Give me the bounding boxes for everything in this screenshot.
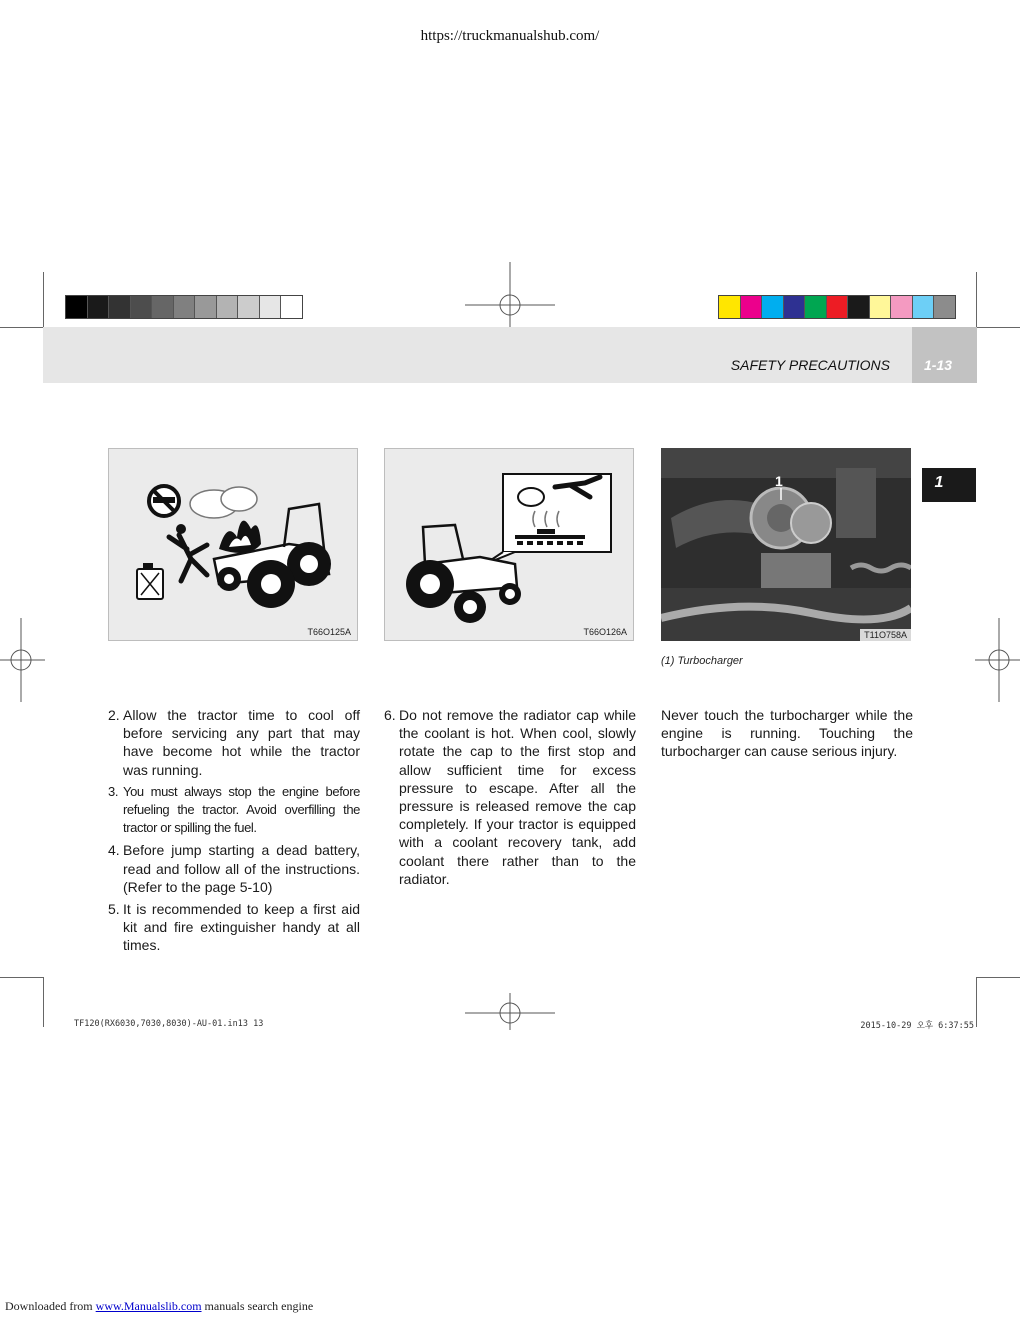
color-swatch — [719, 296, 741, 318]
process-color-bar — [718, 295, 956, 319]
color-swatch — [934, 296, 955, 318]
color-swatch — [870, 296, 892, 318]
chapter-number: 1 — [934, 474, 944, 491]
color-swatch — [827, 296, 849, 318]
color-swatch — [174, 296, 196, 318]
item-number: 4. — [108, 842, 120, 859]
footer-timestamp: 2015-10-29 오후 6:37:55 — [860, 1021, 974, 1031]
right-column — [661, 706, 913, 761]
list-item — [384, 706, 636, 888]
figure-turbocharger-photo — [661, 448, 911, 641]
figure-code: T66O126A — [583, 627, 627, 637]
color-swatch — [281, 296, 302, 318]
item-number: 6. — [384, 707, 396, 723]
color-swatch — [848, 296, 870, 318]
radiator-cap-illustration — [385, 449, 633, 640]
color-swatch — [784, 296, 806, 318]
item-text: It is recommended to keep a first aid kit and fire extinguisher handy at all times. — [123, 901, 360, 954]
color-swatch — [741, 296, 763, 318]
color-swatch — [195, 296, 217, 318]
color-swatch — [913, 296, 935, 318]
manualslib-link[interactable]: www.Manualslib.com — [95, 1299, 202, 1313]
callout-number: 1 — [775, 473, 783, 489]
footer-file-info: TF120(RX6030,7030,8030)-AU-01.in13 13 — [74, 1019, 264, 1029]
list-item — [108, 841, 360, 896]
figure-code: T66O125A — [307, 627, 351, 637]
left-column — [108, 706, 360, 959]
grayscale-color-bar — [65, 295, 303, 319]
page-number: 1-13 — [923, 357, 953, 373]
color-swatch — [152, 296, 174, 318]
figure-fire-hazard — [108, 448, 358, 641]
color-swatch — [109, 296, 131, 318]
item-text: You must always stop the engine before refueling the tractor. Avoid overfilling the tractor or spilling the fuel. — [123, 783, 360, 836]
item-number: 3. — [108, 783, 119, 799]
turbocharger-photo — [661, 448, 911, 641]
fire-hazard-illustration — [109, 449, 357, 640]
item-text: Do not remove the radiator cap while the coolant is hot. When cool, slowly rotate the cap to the first stop and allow sufficient time for excess pressure to escape. After all the pressure is released remove the cap completely. If your tractor is equipped with a coolant recovery tank, add coolant there rather than to the radiator. — [399, 707, 636, 887]
source-url[interactable]: https://truckmanualshub.com/ — [420, 28, 600, 44]
download-prefix: Downloaded from — [5, 1299, 96, 1313]
color-swatch — [131, 296, 153, 318]
figure-code: T11O758A — [860, 629, 911, 641]
color-swatch — [762, 296, 784, 318]
list-item — [108, 706, 360, 779]
figure-caption: (1) Turbocharger — [661, 655, 743, 667]
warning-paragraph: Never touch the turbocharger while the engine is running. Touching the turbocharger can cause serious injury. — [661, 707, 913, 760]
list-item — [108, 900, 360, 955]
color-swatch — [238, 296, 260, 318]
item-text: Before jump starting a dead battery, read and follow all of the instructions. (Refer to the page 5-10) — [123, 842, 360, 895]
header-band — [43, 327, 977, 383]
color-swatch — [891, 296, 913, 318]
page-number-tab — [912, 327, 977, 383]
item-number: 2. — [108, 707, 120, 723]
middle-column — [384, 706, 636, 892]
color-swatch — [260, 296, 282, 318]
list-item — [108, 783, 360, 838]
color-swatch — [805, 296, 827, 318]
section-title: SAFETY PRECAUTIONS — [730, 357, 890, 373]
color-swatch — [88, 296, 110, 318]
download-notice — [5, 1299, 313, 1314]
figure-radiator-cap — [384, 448, 634, 641]
download-suffix: manuals search engine — [201, 1299, 314, 1313]
color-swatch — [66, 296, 88, 318]
color-swatch — [217, 296, 239, 318]
item-text: Allow the tractor time to cool off before servicing any part that may have become hot while the tractor was running. — [123, 707, 360, 778]
item-number: 5. — [108, 901, 120, 918]
